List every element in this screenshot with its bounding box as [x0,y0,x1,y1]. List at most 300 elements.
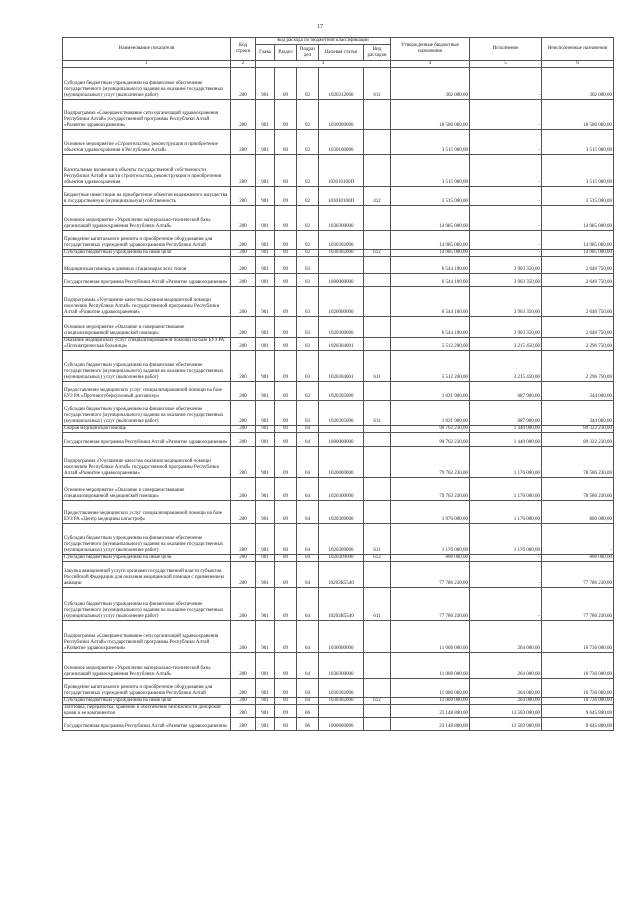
table-row [63,698,614,705]
row-unexecuted: 14 985 000,00 [542,250,614,257]
row-executed: 1 176 000,00 [470,524,542,555]
row-podrazdel: 03 [297,401,319,426]
row-razdel: 09 [275,231,297,250]
row-name: Основное мероприятие «Оказание и совершенствование специализированной медицинской помощи» [63,478,231,501]
row-executed: - [470,187,542,206]
row-code: 200 [231,257,256,274]
table-row [63,679,614,698]
col-number: 3 [256,61,391,68]
row-executed: 687 900,00 [470,401,542,426]
header-podrazdel: Подраз дел [297,45,319,61]
row-glava: 901 [256,501,275,524]
row-name: Государственная программа Республики Алтай «Развитие здравоохранения» [63,274,231,287]
row-target: 1020300000 [319,478,364,501]
row-approved: 11 000 000,00 [391,679,470,698]
row-approved: 77 786 230,00 [391,562,470,588]
row-razdel: 09 [275,187,297,206]
row-razdel: 09 [275,401,297,426]
row-approved: 5 512 200,00 [391,338,470,351]
row-code: 200 [231,274,256,287]
row-approved: 11 000 000,00 [391,698,470,705]
row-executed: 264 000,00 [470,698,542,705]
row-podrazdel: 03 [297,382,319,401]
table-row [63,401,614,426]
row-glava: 901 [256,562,275,588]
col-number: 1 [63,61,231,68]
row-podrazdel: 02 [297,100,319,130]
row-target: 1030302000 [319,250,364,257]
row-unexecuted: 10 736 000,00 [542,621,614,653]
row-glava: 901 [256,679,275,698]
row-podrazdel: 04 [297,698,319,705]
row-executed: 1 440 000,00 [470,426,542,433]
row-executed: 264 000,00 [470,621,542,653]
row-podrazdel: 04 [297,621,319,653]
row-podrazdel: 03 [297,257,319,274]
table-row [63,351,614,382]
row-code: 200 [231,621,256,653]
row-podrazdel: 03 [297,351,319,382]
row-executed: 3 903 350,00 [470,287,542,317]
row-target: 1020304001 [319,351,364,382]
row-approved: 6 544 100,00 [391,274,470,287]
row-target: 103010100П [319,155,364,187]
row-razdel: 09 [275,317,297,338]
row-approved: 1 031 900,00 [391,401,470,426]
row-vid [364,426,391,433]
row-podrazdel: 04 [297,433,319,447]
row-target: 1020305000 [319,401,364,426]
row-approved: 90 762 230,00 [391,426,470,433]
row-glava: 901 [256,155,275,187]
row-razdel: 09 [275,433,297,447]
row-approved: 11 000 000,00 [391,653,470,679]
row-executed: 687 900,00 [470,382,542,401]
row-approved: 90 762 230,00 [391,433,470,447]
row-glava: 901 [256,287,275,317]
row-approved: 1 031 900,00 [391,382,470,401]
header-vid: Вид расходов [364,45,391,61]
row-name: Подпрограмма «Совершенствование сети организаций здравоохранения Республики Алтай» государственной программы Республики Алтай «Развитие здравоохранения» [63,621,231,653]
row-razdel: 09 [275,130,297,155]
table-row [63,287,614,317]
row-name: Субсидии бюджетным учреждениям на финансовое обеспечение государственного (муниципального) задания на оказание государственных (муниципальных) услуг (выполнение работ) [63,68,231,100]
row-unexecuted: 2 296 750,00 [542,338,614,351]
row-razdel: 09 [275,621,297,653]
header-approved: Утвержденные бюджетные назначения [391,38,470,61]
row-target [319,257,364,274]
row-podrazdel: 02 [297,250,319,257]
row-razdel: 09 [275,555,297,562]
row-razdel: 09 [275,426,297,433]
table-row [63,250,614,257]
row-name: Основное мероприятие «Оказание и совершенствование специализированной медицинской помощи» [63,317,231,338]
row-executed: - [470,100,542,130]
row-approved: 79 762 230,00 [391,447,470,478]
row-vid: 612 [364,698,391,705]
row-target: 1000000000 [319,433,364,447]
header-target: Целевая статья [319,45,364,61]
row-code: 200 [231,287,256,317]
row-target: 1020304001 [319,338,364,351]
row-code: 200 [231,478,256,501]
row-target: 1000000000 [319,718,364,731]
table-row [63,555,614,562]
row-unexecuted: 10 736 000,00 [542,679,614,698]
col-number: 6 [542,61,614,68]
row-code: 200 [231,653,256,679]
row-approved: 18 500 000,00 [391,100,470,130]
row-approved: 3 515 000,00 [391,130,470,155]
row-razdel: 09 [275,588,297,621]
table-row [63,524,614,555]
row-target: 1020300000 [319,317,364,338]
row-glava: 901 [256,68,275,100]
row-name: Субсидии бюджетным учреждениям на иные цели [63,250,231,257]
row-executed: 13 503 000,00 [470,718,542,731]
row-target [319,705,364,718]
row-glava: 901 [256,317,275,338]
row-code: 200 [231,718,256,731]
header-glava: Глава [256,45,275,61]
table-row [63,718,614,731]
row-podrazdel: 03 [297,274,319,287]
row-unexecuted: 89 322 230,00 [542,433,614,447]
row-podrazdel: 06 [297,705,319,718]
row-razdel: 09 [275,718,297,731]
row-podrazdel: 02 [297,68,319,100]
row-name: Подпрограмма «Улучшение качества оказания медицинской помощи населению Республики Алтай» государственной программы Республики Алтай «Развитие здравоохранения» [63,287,231,317]
row-unexecuted: 2 640 750,00 [542,257,614,274]
row-approved: 3 515 000,00 [391,187,470,206]
row-target: 1020312000 [319,68,364,100]
row-razdel: 09 [275,705,297,718]
table-row [63,155,614,187]
row-unexecuted: 77 786 230,00 [542,562,614,588]
row-name: Подпрограмма «Совершенствование сети организаций здравоохранения Республики Алтай» государственной программы Республики Алтай «Развитие здравоохранения» [63,100,231,130]
row-target: 1030000000 [319,621,364,653]
row-vid [364,382,391,401]
header-unexecuted: Неисполненные назначения [542,38,614,61]
row-name: Скорая медицинская помощь [63,426,231,433]
row-name: Субсидии бюджетным учреждениям на финансовое обеспечение государственного (муниципального) задания на оказание государственных (муниципальных) услуг (выполнение работ) [63,401,231,426]
row-razdel: 09 [275,447,297,478]
row-glava: 901 [256,338,275,351]
row-vid [364,433,391,447]
row-unexecuted: 18 500 000,00 [542,100,614,130]
table-body [63,68,614,731]
row-code: 200 [231,231,256,250]
row-vid [364,705,391,718]
table-row [63,338,614,351]
row-podrazdel: 02 [297,130,319,155]
row-unexecuted: 14 985 000,00 [542,206,614,231]
table-row [63,382,614,401]
row-vid [364,274,391,287]
row-target: 1030000000 [319,100,364,130]
row-podrazdel: 02 [297,155,319,187]
row-unexecuted: 89 322 230,00 [542,426,614,433]
row-executed: 264 000,00 [470,653,542,679]
row-vid: 611 [364,401,391,426]
row-approved: 79 762 230,00 [391,478,470,501]
row-name: Бюджетные инвестиции на приобретение объектов недвижимого имущества в государственную (муниципальную) собственность [63,187,231,206]
row-executed: - [470,155,542,187]
row-vid [364,100,391,130]
row-code: 200 [231,100,256,130]
row-vid [364,130,391,155]
row-podrazdel: 04 [297,653,319,679]
row-approved: 1 976 000,00 [391,501,470,524]
row-name: Проведение капитального ремонта и приобретение оборудования для государственных учреждений здравоохранения Республики Алтай [63,231,231,250]
row-vid [364,155,391,187]
row-podrazdel: 04 [297,555,319,562]
row-executed: - [470,231,542,250]
row-executed: 3 215 450,00 [470,338,542,351]
row-code: 200 [231,562,256,588]
row-code: 200 [231,206,256,231]
row-name: Основное мероприятие «Укрепление материально-технической базы организаций здравоохранения Республики Алтай» [63,206,231,231]
row-name: Субсидии бюджетным учреждениям на финансовое обеспечение государственного (муниципального) задания на оказание государственных (муниципальных) услуг (выполнение работ) [63,351,231,382]
row-unexecuted: 9 645 800,00 [542,718,614,731]
row-podrazdel: 04 [297,562,319,588]
row-razdel: 09 [275,100,297,130]
row-vid [364,621,391,653]
row-unexecuted: 2 296 750,00 [542,351,614,382]
row-glava: 901 [256,718,275,731]
row-executed: 1 176 000,00 [470,501,542,524]
row-code: 200 [231,382,256,401]
row-razdel: 09 [275,679,297,698]
row-vid: 611 [364,68,391,100]
table-row [63,68,614,100]
row-target: 1020000000 [319,287,364,317]
row-unexecuted: 78 586 230,00 [542,447,614,478]
row-vid [364,679,391,698]
header-name: Наименование показателя [63,38,231,61]
row-razdel: 09 [275,206,297,231]
table-row [63,206,614,231]
row-target: 1020000000 [319,447,364,478]
row-unexecuted: 302 000,00 [542,68,614,100]
row-approved: 6 544 100,00 [391,317,470,338]
row-unexecuted: - [542,524,614,555]
row-target: 1030300000 [319,206,364,231]
header-razdel: Раздел [275,45,297,61]
row-vid [364,287,391,317]
row-target: 1030302000 [319,698,364,705]
row-unexecuted: 10 736 000,00 [542,653,614,679]
row-razdel: 09 [275,155,297,187]
row-name: Проведение капитального ремонта и приобретение оборудования для государственных учреждений здравоохранения Республики Алтай [63,679,231,698]
row-code: 200 [231,501,256,524]
row-executed: 3 903 350,00 [470,317,542,338]
col-number: 2 [231,61,256,68]
expenditure-table [62,37,614,731]
row-glava: 901 [256,401,275,426]
row-razdel: 09 [275,524,297,555]
row-unexecuted: 10 736 000,00 [542,698,614,705]
table-row [63,130,614,155]
row-name: Предоставление медицинских услуг специализированной помощи на базе БУЗ РА «Центр медицины катастроф» [63,501,231,524]
row-podrazdel: 03 [297,287,319,317]
table-row [63,187,614,206]
row-unexecuted: 14 985 000,00 [542,231,614,250]
row-code: 200 [231,433,256,447]
row-podrazdel: 02 [297,231,319,250]
row-executed: - [470,68,542,100]
row-approved: 6 544 100,00 [391,257,470,274]
row-razdel: 09 [275,698,297,705]
row-approved: 14 985 000,00 [391,250,470,257]
row-vid: 612 [364,250,391,257]
row-name: Государственная программа Республики Алтай «Развитие здравоохранения» [63,433,231,447]
row-name: Основное мероприятие «Строительство, реконструкция и приобретение объектов здравоохранения в Республике Алтай» [63,130,231,155]
row-target: 1020309000 [319,501,364,524]
row-vid [364,257,391,274]
row-glava: 901 [256,382,275,401]
row-name: Закупка авиационной услуги органами государственной власти субъектов Российской Федерации для оказания медицинской помощи с применением авиации [63,562,231,588]
row-podrazdel: 02 [297,187,319,206]
row-executed: - [470,562,542,588]
row-vid [364,206,391,231]
row-vid [364,718,391,731]
table-row [63,447,614,478]
row-name: Субсидии бюджетным учреждениям на иные цели [63,698,231,705]
row-approved: 14 985 000,00 [391,231,470,250]
row-podrazdel: 06 [297,718,319,731]
row-target: 10203R5540 [319,588,364,621]
row-glava: 901 [256,187,275,206]
row-razdel: 09 [275,562,297,588]
row-vid: 612 [364,555,391,562]
row-target: 1030302000 [319,231,364,250]
row-code: 200 [231,68,256,100]
table-row [63,588,614,621]
row-glava: 901 [256,257,275,274]
row-target [319,426,364,433]
row-unexecuted: 2 640 750,00 [542,317,614,338]
row-razdel: 09 [275,257,297,274]
row-vid [364,501,391,524]
row-executed: - [470,588,542,621]
row-podrazdel: 03 [297,317,319,338]
row-target: 1030300000 [319,653,364,679]
table-row [63,501,614,524]
row-glava: 901 [256,130,275,155]
row-razdel: 09 [275,501,297,524]
row-glava: 901 [256,433,275,447]
row-approved: 23 148 800,00 [391,705,470,718]
row-executed: 1 176 000,00 [470,478,542,501]
row-razdel: 09 [275,338,297,351]
header-executed: Исполнение [470,38,542,61]
row-approved: 800 000,00 [391,555,470,562]
row-glava: 901 [256,653,275,679]
row-glava: 901 [256,274,275,287]
header-code: Код строки [231,38,256,61]
row-executed: - [470,206,542,231]
row-vid [364,317,391,338]
row-code: 200 [231,338,256,351]
row-executed: 264 000,00 [470,679,542,698]
row-executed: 1 176 000,00 [470,447,542,478]
row-glava: 901 [256,621,275,653]
row-podrazdel: 04 [297,588,319,621]
row-razdel: 09 [275,653,297,679]
row-executed: 13 503 000,00 [470,705,542,718]
row-code: 200 [231,130,256,155]
table-row [63,100,614,130]
col-number: 5 [470,61,542,68]
row-razdel: 09 [275,287,297,317]
row-approved: 302 000,00 [391,68,470,100]
row-unexecuted: 344 000,00 [542,382,614,401]
row-glava: 901 [256,231,275,250]
row-approved: 14 985 000,00 [391,206,470,231]
table-row [63,705,614,718]
row-code: 200 [231,426,256,433]
row-vid: 611 [364,351,391,382]
row-glava: 901 [256,100,275,130]
row-glava: 901 [256,705,275,718]
row-razdel: 09 [275,382,297,401]
row-podrazdel: 03 [297,338,319,351]
row-name: Капитальные вложения в объекты государственной собственности Республики Алтай в части строительства, реконструкции и приобретения объектов здравоохранения [63,155,231,187]
row-podrazdel: 04 [297,478,319,501]
row-code: 200 [231,698,256,705]
row-glava: 901 [256,206,275,231]
row-vid: 412 [364,187,391,206]
row-code: 200 [231,351,256,382]
row-code: 200 [231,524,256,555]
row-target: 1030100000 [319,130,364,155]
row-vid [364,338,391,351]
row-podrazdel: 04 [297,426,319,433]
row-unexecuted: 9 645 800,00 [542,705,614,718]
row-razdel: 09 [275,351,297,382]
header-row-1 [63,38,614,45]
row-code: 200 [231,250,256,257]
row-code: 200 [231,317,256,338]
row-podrazdel: 04 [297,679,319,698]
row-razdel: 09 [275,68,297,100]
table-row [63,426,614,433]
row-vid [364,231,391,250]
row-vid [364,562,391,588]
row-podrazdel: 04 [297,501,319,524]
row-code: 200 [231,401,256,426]
row-unexecuted: 2 640 750,00 [542,287,614,317]
row-target: 1020305000 [319,382,364,401]
row-approved: 5 512 200,00 [391,351,470,382]
row-vid: 611 [364,588,391,621]
table-row [63,257,614,274]
row-name: Государственная программа Республики Алтай «Развитие здравоохранения» [63,718,231,731]
table-row [63,562,614,588]
row-name: Субсидии бюджетным учреждениям на финансовое обеспечение государственного (муниципального) задания на оказание государственных (муниципальных) услуг (выполнение работ) [63,524,231,555]
row-code: 200 [231,187,256,206]
row-glava: 901 [256,478,275,501]
row-vid: 611 [364,524,391,555]
row-unexecuted: 3 515 000,00 [542,155,614,187]
row-approved: 6 544 100,00 [391,287,470,317]
row-executed: 3 903 350,00 [470,257,542,274]
table-row [63,433,614,447]
row-executed: - [470,250,542,257]
row-code: 200 [231,679,256,698]
row-glava: 901 [256,250,275,257]
